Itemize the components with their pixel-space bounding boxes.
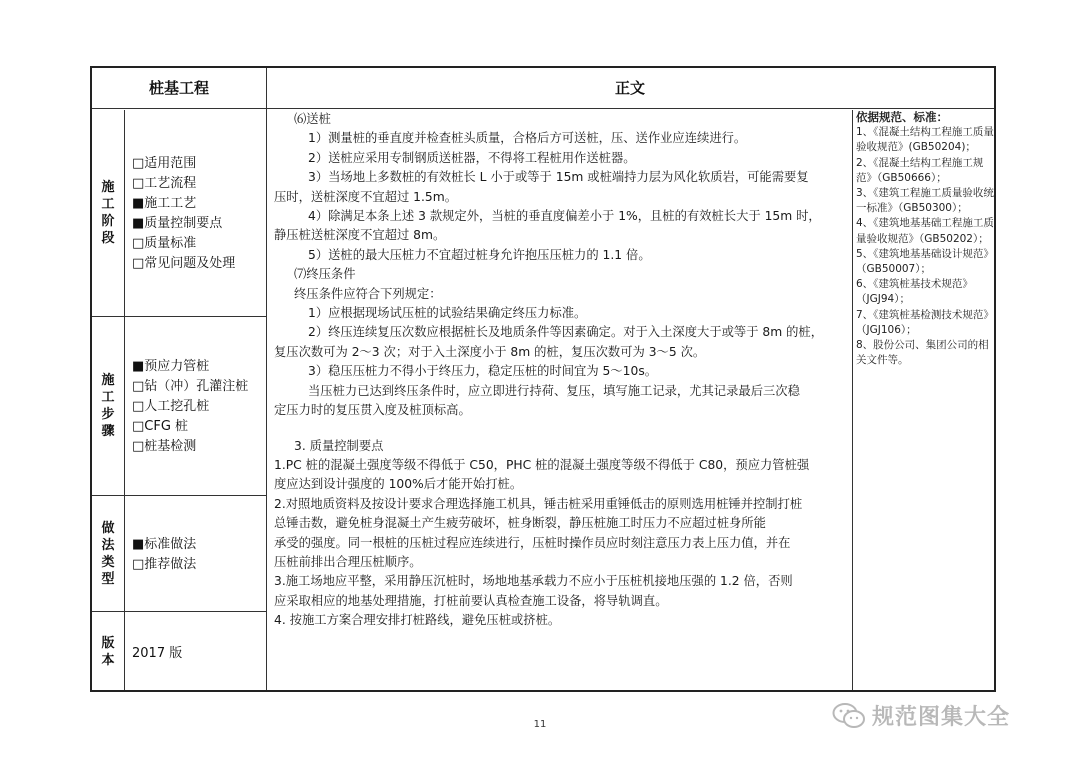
- reference-item: 4、《建筑地基基础工程施工质量验收规范》（GB50202）；: [856, 217, 994, 245]
- body-line: 复压次数可为 2～3 次；对于入土深度小于 8m 的桩，复压次数可为 3～5 次。: [274, 344, 706, 359]
- wechat-icon: [832, 702, 866, 730]
- option-item: □常见问题及处理: [132, 256, 236, 271]
- body-line: 静压桩送桩深度不宜超过 8m。: [274, 228, 446, 243]
- table-frame: [90, 66, 996, 692]
- body-line: ⑹送桩: [294, 112, 331, 126]
- option-item: □质量标准: [132, 236, 197, 251]
- header-left-title: 桩基工程: [148, 79, 209, 97]
- reference-item: 8、股份公司、集团公司的相关文件等。: [856, 339, 989, 367]
- body-line: 定压力时的复压贯入度及桩顶标高。: [274, 403, 471, 418]
- reference-item: 1、《混凝土结构工程施工质量验收规范》(GB50204)；: [856, 126, 994, 154]
- option-item: □工艺流程: [132, 176, 197, 191]
- body-line: 5）送桩的最大压桩力不宜超过桩身允许抱压压桩力的 1.1 倍。: [308, 247, 651, 262]
- body-line: 4. 按施工方案合理安排打桩路线，避免压桩或挤桩。: [274, 613, 561, 628]
- section-options-stage: [132, 154, 235, 274]
- body-line: 应采取相应的地基处理措施，打桩前要认真检查施工设备，将导轨调直。: [274, 593, 668, 608]
- divider: [92, 108, 994, 109]
- body-line: 1）测量桩的垂直度并检查桩头质量，合格后方可送桩，压、送作业应连续进行。: [308, 131, 747, 146]
- header-right-title: 正文: [614, 79, 645, 97]
- section-label-steps: 施工步骤: [101, 373, 115, 439]
- option-item: □CFG 桩: [132, 419, 189, 434]
- body-line: 压时，送桩深度不宜超过 1.5m。: [274, 189, 458, 204]
- body-line: 终压条件应符合下列规定：: [294, 286, 442, 301]
- section-label-stage: 施工阶段: [101, 179, 115, 246]
- option-item: □适用范围: [132, 156, 197, 171]
- option-item: ■标准做法: [132, 537, 197, 552]
- references-column: [856, 110, 996, 368]
- option-item: ■预应力管桩: [132, 359, 210, 374]
- body-line: 承受的强度。同一根桩的压桩过程应连续进行，压桩时操作员应时刻注意压力表上压力值，并在: [274, 535, 791, 550]
- body-line: 1.PC 桩的混凝土强度等级不得低于 C50，PHC 桩的混凝土强度等级不得低于 C80，预应力管桩强: [274, 457, 810, 472]
- divider: [124, 110, 125, 690]
- body-line: 总锤击数，避免桩身混凝土产生疲劳破坏，桩身断裂，静压桩施工时压力不应超过桩身所能: [274, 516, 766, 531]
- watermark: [832, 700, 1010, 731]
- section-options-steps: [132, 357, 248, 457]
- body-line: 当压桩力已达到终压条件时，应立即进行持荷、复压，填写施工记录，尤其记录最后三次稳: [308, 383, 800, 398]
- reference-item: 2、《混凝土结构工程施工规范》（GB50666）；: [856, 156, 984, 184]
- reference-item: 3、《建筑工程施工质量验收统一标准》（GB50300）；: [856, 187, 994, 215]
- option-item: ■施工工艺: [132, 196, 197, 211]
- section-label-version: 版本: [101, 636, 115, 668]
- divider: [266, 68, 267, 690]
- body-line: 3）当场地上多数桩的有效桩长 L 小于或等于 15m 或桩端持力层为风化软质岩，可能需要复: [308, 170, 809, 185]
- option-item: □桩基检测: [132, 439, 197, 454]
- section-options-version: [132, 644, 182, 664]
- body-line: 3）稳压压桩力不得小于终压力，稳定压桩的时间宜为 5～10s。: [308, 364, 658, 379]
- option-item: □人工挖孔桩: [132, 399, 210, 414]
- body-line: 1）应根据现场试压桩的试验结果确定终压力标准。: [308, 306, 587, 321]
- body-content: [274, 110, 854, 631]
- reference-item: 7、《建筑桩基检测技术规范》（JGJ106）；: [856, 308, 994, 336]
- section-heading: 3. 质量控制要点: [294, 438, 384, 453]
- body-line: 压桩前排出合理压桩顺序。: [274, 554, 422, 569]
- watermark-text: 规范图集大全: [872, 705, 1011, 730]
- reference-item: 5、《建筑地基基础设计规范》（GB50007）；: [856, 247, 994, 276]
- version-value: 2017 版: [132, 646, 183, 661]
- option-item: □推荐做法: [132, 557, 197, 572]
- reference-item: 6、《建筑桩基技术规范》（JGJ94）；: [856, 278, 973, 306]
- body-line: 2）终压连续复压次数应根据桩长及地质条件等因素确定。对于入土深度大于或等于 8m 的桩，: [308, 325, 824, 340]
- body-line: 度应达到设计强度的 100%后才能开始打桩。: [274, 477, 523, 492]
- body-line: 3.施工场地应平整，采用静压沉桩时，场地地基承载力不应小于压桩机接地压强的 1.2 倍，否则: [274, 574, 793, 589]
- body-line: 4）除满足本条上述 3 款规定外，当桩的垂直度偏差小于 1%，且桩的有效桩长大于 15m 时，: [308, 209, 821, 224]
- section-label-method: 做法类型: [101, 520, 115, 587]
- body-line: 2.对照地质资料及按设计要求合理选择施工机具，锤击桩采用重锤低击的原则选用桩锤并控制打桩: [274, 496, 803, 511]
- page-number: 11: [533, 719, 547, 730]
- body-line: ⑺终压条件: [294, 267, 356, 282]
- section-options-method: [132, 535, 196, 575]
- option-item: ■质量控制要点: [132, 216, 223, 231]
- option-item: □钻（冲）孔灌注桩: [132, 379, 249, 394]
- body-line: 2）送桩应采用专制钢质送桩器，不得将工程桩用作送桩器。: [308, 150, 636, 165]
- references-title: 依据规范、标准：: [856, 110, 948, 124]
